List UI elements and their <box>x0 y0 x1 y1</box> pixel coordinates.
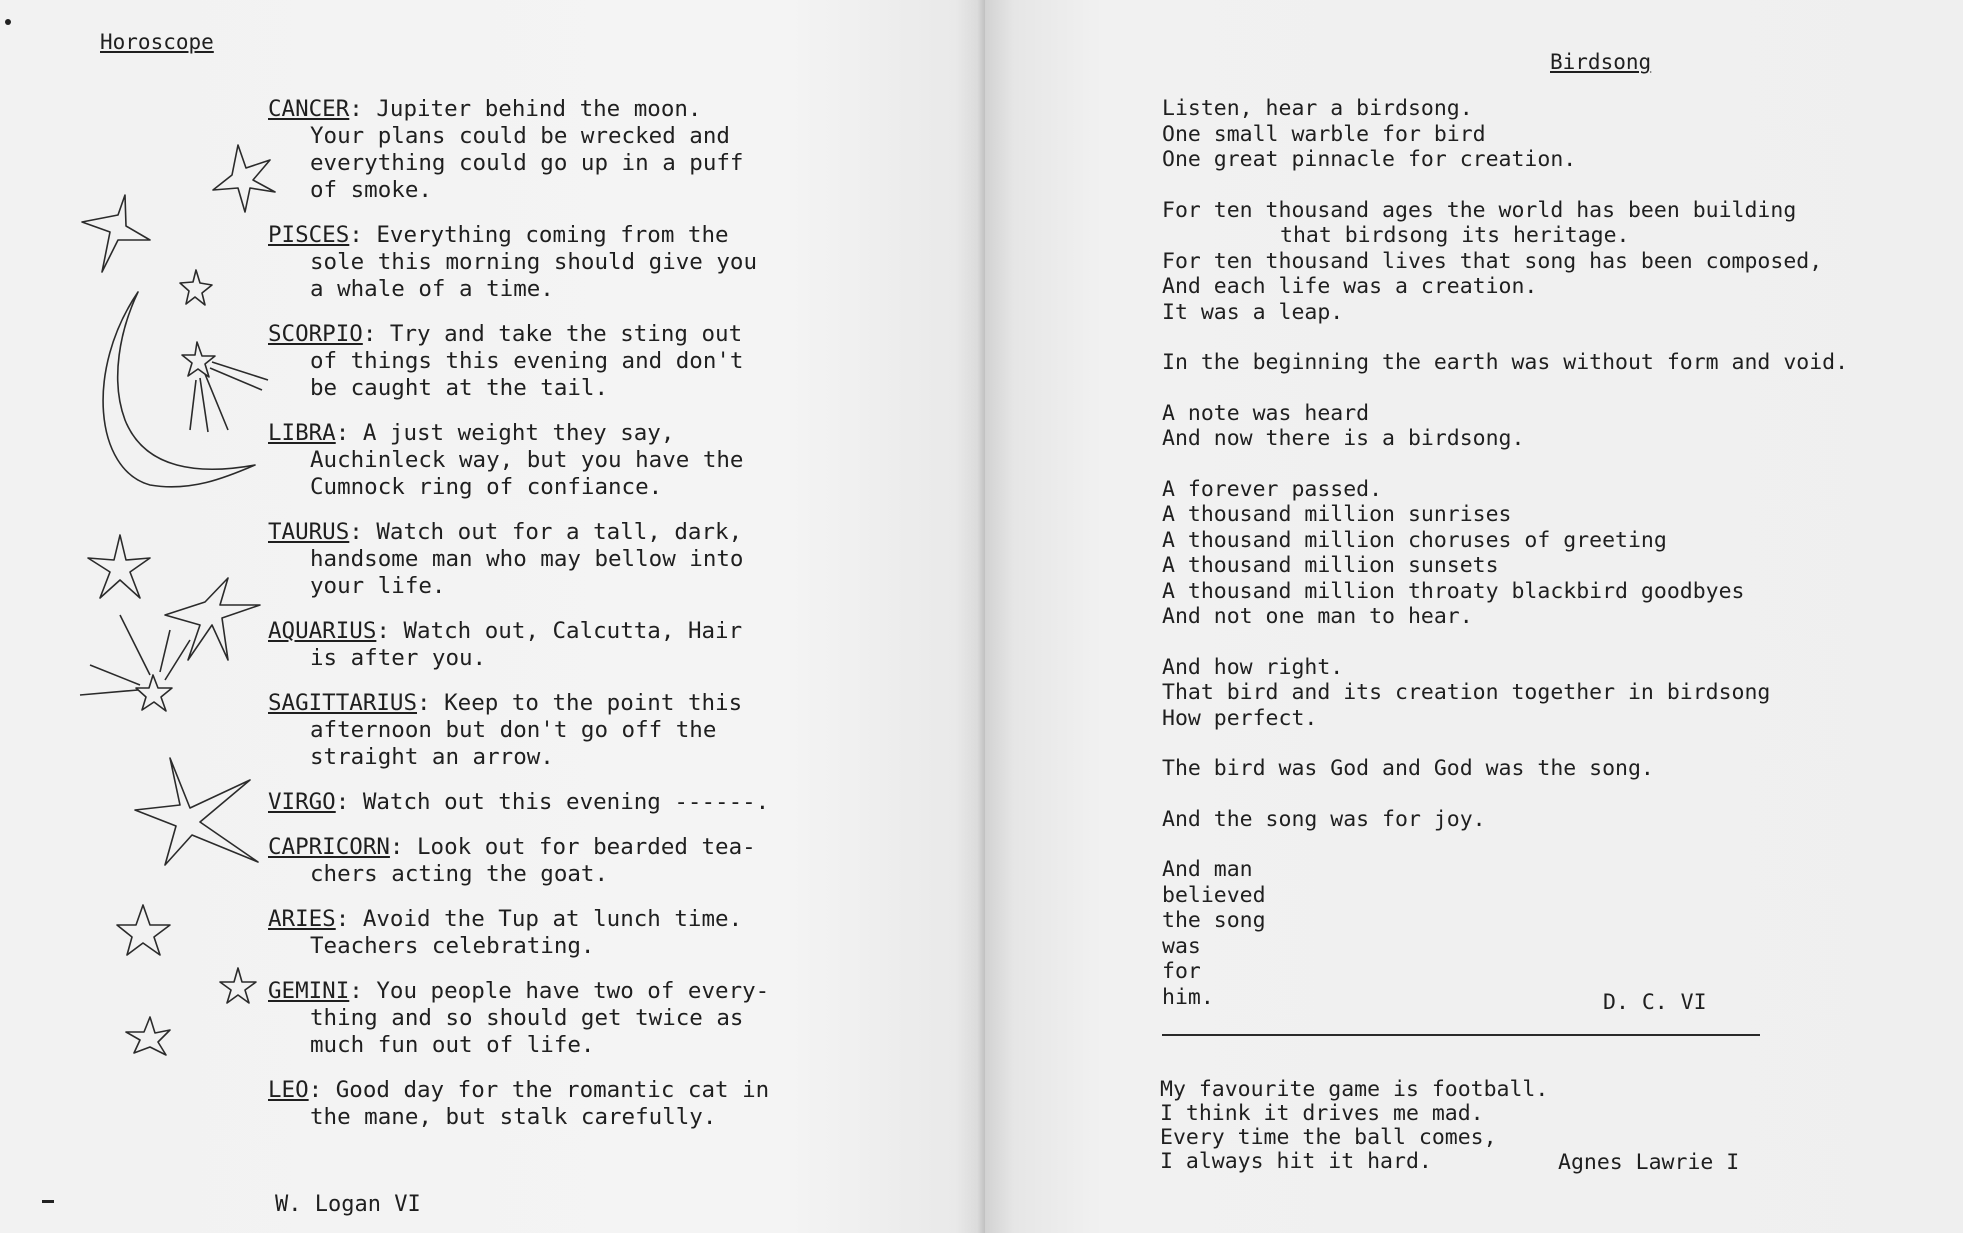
star-sketch <box>135 758 258 865</box>
poem-line: One great pinnacle for creation. <box>1162 147 1577 172</box>
horoscope-entry-gemini: GEMINI: You people have two of every- thing and so should get twice as much fun out of life. <box>268 978 770 1058</box>
sign-text: Good day for the romantic cat in the mane, but stalk carefully. <box>310 1077 770 1130</box>
horoscope-entry-sagittarius: SAGITTARIUS: Keep to the point this afternoon but don't go off the straight an arrow. <box>268 690 743 770</box>
sign-text: You people have two of every- thing and so should get twice as much fun out of life. <box>310 978 770 1058</box>
horoscope-entry-cancer: CANCER: Jupiter behind the moon. Your plans could be wrecked and everything could go up in a puff of smoke. <box>268 96 744 203</box>
horoscope-entry-leo: LEO: Good day for the romantic cat in the mane, but stalk carefully. <box>268 1077 770 1130</box>
poem-line: I think it drives me mad. <box>1160 1101 1484 1126</box>
poem-line: A thousand million sunsets <box>1162 553 1499 578</box>
poem-line: For ten thousand ages the world has been building <box>1162 197 1797 223</box>
shooting-star-sketch <box>182 342 215 377</box>
star-sketch <box>126 1017 170 1055</box>
horoscope-entry-libra: LIBRA: A just weight they say, Auchinleck way, but you have the Cumnock ring of confiance. <box>268 420 744 500</box>
horoscope-entry-aries: ARIES: Avoid the Tup at lunch time. Teachers celebrating. <box>268 906 743 959</box>
horoscope-list <box>268 96 948 1149</box>
sign-name: LIBRA <box>268 420 336 446</box>
star-sketch <box>136 675 172 711</box>
horoscope-entry-pisces: PISCES: Everything coming from the sole this morning should give you a whale of a time. <box>268 222 758 302</box>
poem-line: the song <box>1162 908 1266 933</box>
star-sketch <box>213 145 275 212</box>
sign-text: Everything coming from the sole this morning should give you a whale of a time. <box>310 222 758 302</box>
sign-name: SCORPIO <box>268 321 363 347</box>
crescent-moon-sketch <box>103 292 255 487</box>
sign-text: Keep to the point this afternoon but don't go off the straight an arrow. <box>310 690 743 770</box>
star-sketch <box>180 270 212 305</box>
star-sketch <box>220 968 256 1003</box>
poem-line: One small warble for bird <box>1162 121 1486 147</box>
birdsong-signature: D. C. VI <box>1603 990 1707 1015</box>
sign-text: Look out for bearded tea- chers acting the goat. <box>310 834 756 887</box>
poem-line: It was a leap. <box>1162 299 1344 325</box>
horoscope-entry-aquarius: AQUARIUS: Watch out, Calcutta, Hair is after you. <box>268 618 743 671</box>
sign-name: VIRGO <box>268 789 336 815</box>
poem-line: A thousand million throaty blackbird goodbyes <box>1162 578 1745 604</box>
sign-text: Try and take the sting out of things this evening and don't be caught at the tail. <box>310 321 744 401</box>
poem-stanza <box>1162 477 1952 630</box>
poem-line: believed <box>1162 882 1266 908</box>
sign-name: TAURUS <box>268 519 350 545</box>
poem-line: A note was heard <box>1162 400 1370 426</box>
poem-line: I always hit it hard. <box>1160 1149 1432 1174</box>
horoscope-author: W. Logan VI <box>275 1192 421 1217</box>
sign-name: CAPRICORN <box>268 834 390 860</box>
star-sketch <box>165 578 260 660</box>
sign-name: LEO <box>268 1077 309 1103</box>
poem-line: A forever passed. <box>1162 476 1383 502</box>
poem-line: that birdsong its heritage. <box>1280 223 1630 248</box>
horoscope-entry-taurus: TAURUS: Watch out for a tall, dark, handsome man who may bellow into your life. <box>268 519 744 599</box>
birdsong-title: Birdsong <box>1550 50 1652 74</box>
poem-line: For ten thousand lives that song has been composed, <box>1162 248 1823 274</box>
poem-stanza <box>1162 655 1952 732</box>
football-author: Agnes Lawrie I <box>1558 1150 1740 1175</box>
sign-name: AQUARIUS <box>268 618 377 644</box>
sign-name: PISCES <box>268 222 350 248</box>
poem-line: That bird and its creation together in birdsong <box>1162 680 1771 705</box>
poem-line: And each life was a creation. <box>1162 274 1538 299</box>
horoscope-entry-scorpio: SCORPIO: Try and take the sting out of things this evening and don't be caught at the tail. <box>268 321 744 401</box>
poem-line: And the song was for joy. <box>1162 806 1486 832</box>
poem-line: How perfect. <box>1162 705 1318 731</box>
birdsong-poem <box>1162 96 1952 1035</box>
poem-line: And now there is a birdsong. <box>1162 426 1525 451</box>
poem-line: My favourite game is football. <box>1160 1077 1549 1102</box>
sign-name: SAGITTARIUS <box>268 690 418 716</box>
section-divider <box>1162 1034 1760 1036</box>
poem-stanza <box>1162 857 1952 1010</box>
poem-line: for <box>1162 959 1201 984</box>
poem-stanza <box>1162 198 1952 326</box>
sign-text: Watch out, Calcutta, Hair is after you. <box>310 618 743 671</box>
sign-text: Watch out for a tall, dark, handsome man who may bellow into your life. <box>310 519 744 599</box>
poem-line: Listen, hear a birdsong. <box>1162 96 1473 121</box>
poem-line: In the beginning the earth was without form and void. <box>1162 350 1849 375</box>
poem-line: Every time the ball comes, <box>1160 1125 1497 1150</box>
poem-line: A thousand million sunrises <box>1162 502 1512 527</box>
horoscope-entry-virgo: VIRGO: Watch out this evening ------. <box>268 789 770 815</box>
sign-name: CANCER <box>268 96 350 122</box>
poem-line: And how right. <box>1162 654 1344 680</box>
horoscope-title: Horoscope <box>100 30 214 54</box>
poem-line: was <box>1162 933 1201 959</box>
poem-stanza <box>1162 96 1952 173</box>
sign-name: ARIES <box>268 906 336 932</box>
sign-text: Jupiter behind the moon. Your plans could be wrecked and everything could go up in a puff of smoke. <box>310 96 744 203</box>
poem-stanza <box>1162 807 1952 833</box>
sign-text: A just weight they say, Auchinleck way, but you have the Cumnock ring of confiance. <box>310 420 744 500</box>
poem-line: The bird was God and God was the song. <box>1162 756 1654 781</box>
poem-line: A thousand million choruses of greeting <box>1162 527 1667 553</box>
sign-name: GEMINI <box>268 978 350 1004</box>
sign-text: Avoid the Tup at lunch time. Teachers celebrating. <box>310 906 743 959</box>
poem-stanza <box>1162 401 1952 452</box>
sign-text: Watch out this evening ------. <box>362 789 770 815</box>
poem-line: him. <box>1162 984 1214 1010</box>
star-sketch <box>117 905 170 955</box>
poem-line: And man <box>1162 857 1253 882</box>
poem-stanza <box>1162 350 1952 376</box>
horoscope-entry-capricorn: CAPRICORN: Look out for bearded tea- chers acting the goat. <box>268 834 756 887</box>
star-sketch <box>82 195 150 272</box>
poem-line: And not one man to hear. <box>1162 604 1473 629</box>
star-sketch <box>88 535 150 598</box>
poem-stanza <box>1162 756 1952 782</box>
